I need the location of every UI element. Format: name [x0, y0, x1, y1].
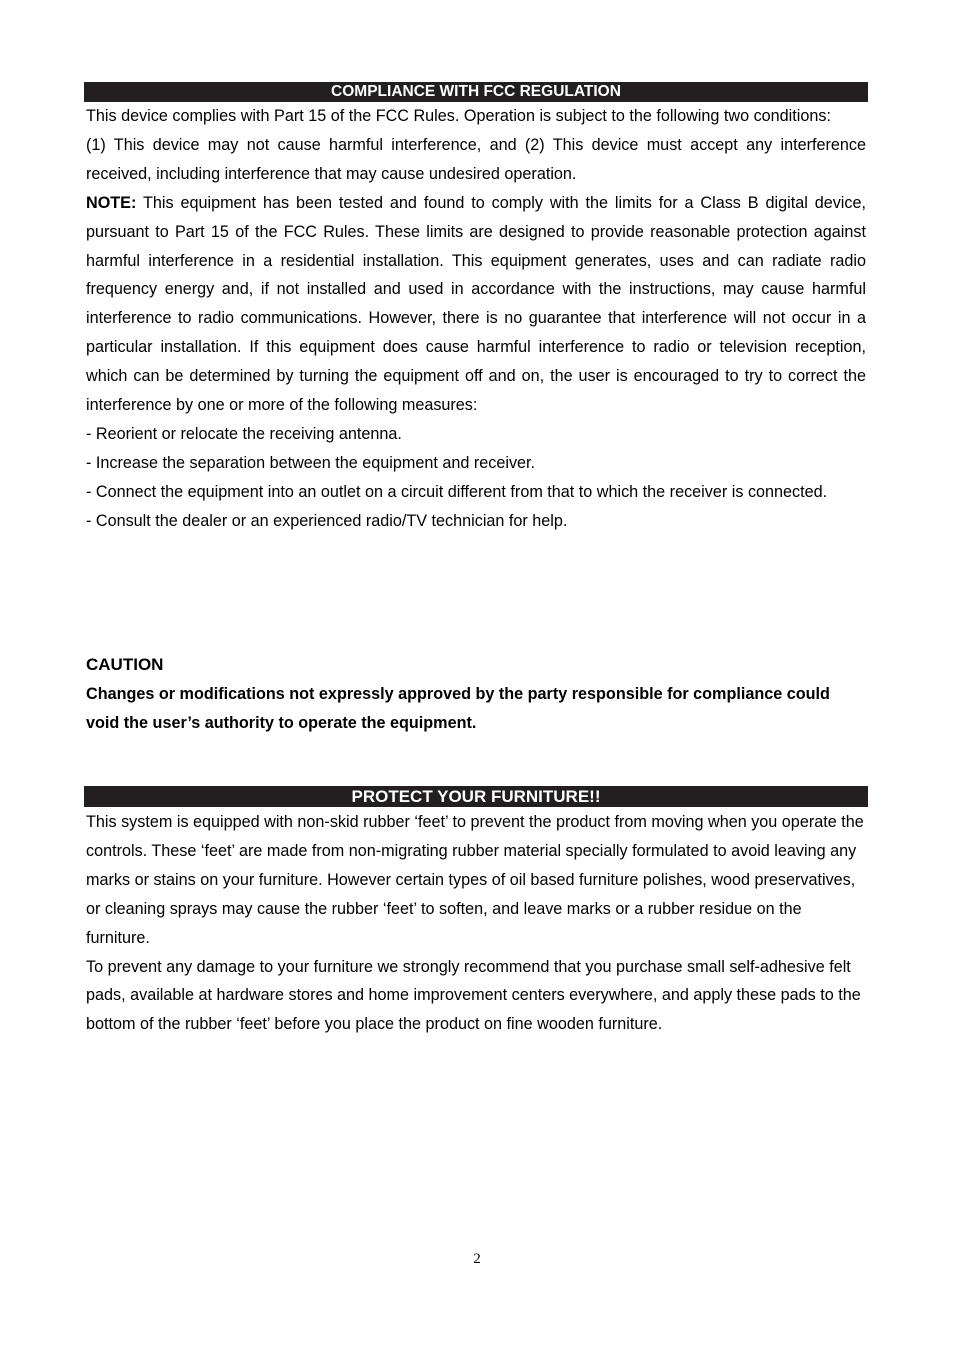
- fcc-note-paragraph: [86, 189, 866, 420]
- note-text: This equipment has been tested and found to comply with the limits for a Class B digital device, pursuant to Part 15 of the FCC Rules. These limits are designed to provide reasonable protection against harmful interference in a residential installation. This equipment generates, uses and can radiate radio frequency energy and, if not installed and used in accordance with the instructions, may cause harmful interference to radio communications. However, there is no guarantee that interference will not occur in a particular installation. If this equipment does cause harmful interference to radio or television reception, which can be determined by turning the equipment off and on, the user is encouraged to try to correct the interference by one or more of the following measures:: [86, 193, 866, 415]
- measure-item: - Increase the separation between the equipment and receiver.: [86, 453, 536, 472]
- furniture-paragraph-2: To prevent any damage to your furniture we strongly recommend that you purchase small self-adhesive felt pads, available at hardware stores and home improvement centers everywhere, and apply these pads to the bottom of the rubber ‘feet’ before you place the product on fine wooden furniture.: [86, 957, 861, 1034]
- note-label: NOTE:: [86, 193, 137, 212]
- page-number: 2: [473, 1251, 481, 1267]
- fcc-section-heading: COMPLIANCE WITH FCC REGULATION: [84, 82, 868, 102]
- caution-title: CAUTION: [86, 655, 164, 674]
- furniture-section-heading: PROTECT YOUR FURNITURE!!: [84, 786, 868, 807]
- furniture-section-body: [86, 808, 866, 1039]
- measure-item: - Connect the equipment into an outlet on a circuit different from that to which the receiver is connected.: [86, 482, 828, 501]
- fcc-intro-paragraph: This device complies with Part 15 of the FCC Rules. Operation is subject to the following two conditions:: [86, 107, 831, 125]
- measure-item: - Reorient or relocate the receiving antenna.: [86, 424, 402, 443]
- measure-item: - Consult the dealer or an experienced radio/TV technician for help.: [86, 511, 568, 530]
- caution-text: Changes or modifications not expressly approved by the party responsible for compliance could void the user’s authority to operate the equipment.: [86, 685, 830, 732]
- fcc-conditions-paragraph: (1) This device may not cause harmful interference, and (2) This device must accept any interference received, including interference that may cause undesired operation.: [86, 135, 866, 183]
- fcc-section-body: [86, 102, 866, 536]
- furniture-paragraph-1: This system is equipped with non-skid rubber ‘feet’ to prevent the product from moving when you operate the controls. These ‘feet’ are made from non-migrating rubber material specially formulated to avoid leaving any marks or stains on your furniture. However certain types of oil based furniture polishes, wood preservatives, or cleaning sprays may cause the rubber ‘feet’ to soften, and leave marks or a rubber residue on the furniture.: [86, 813, 864, 947]
